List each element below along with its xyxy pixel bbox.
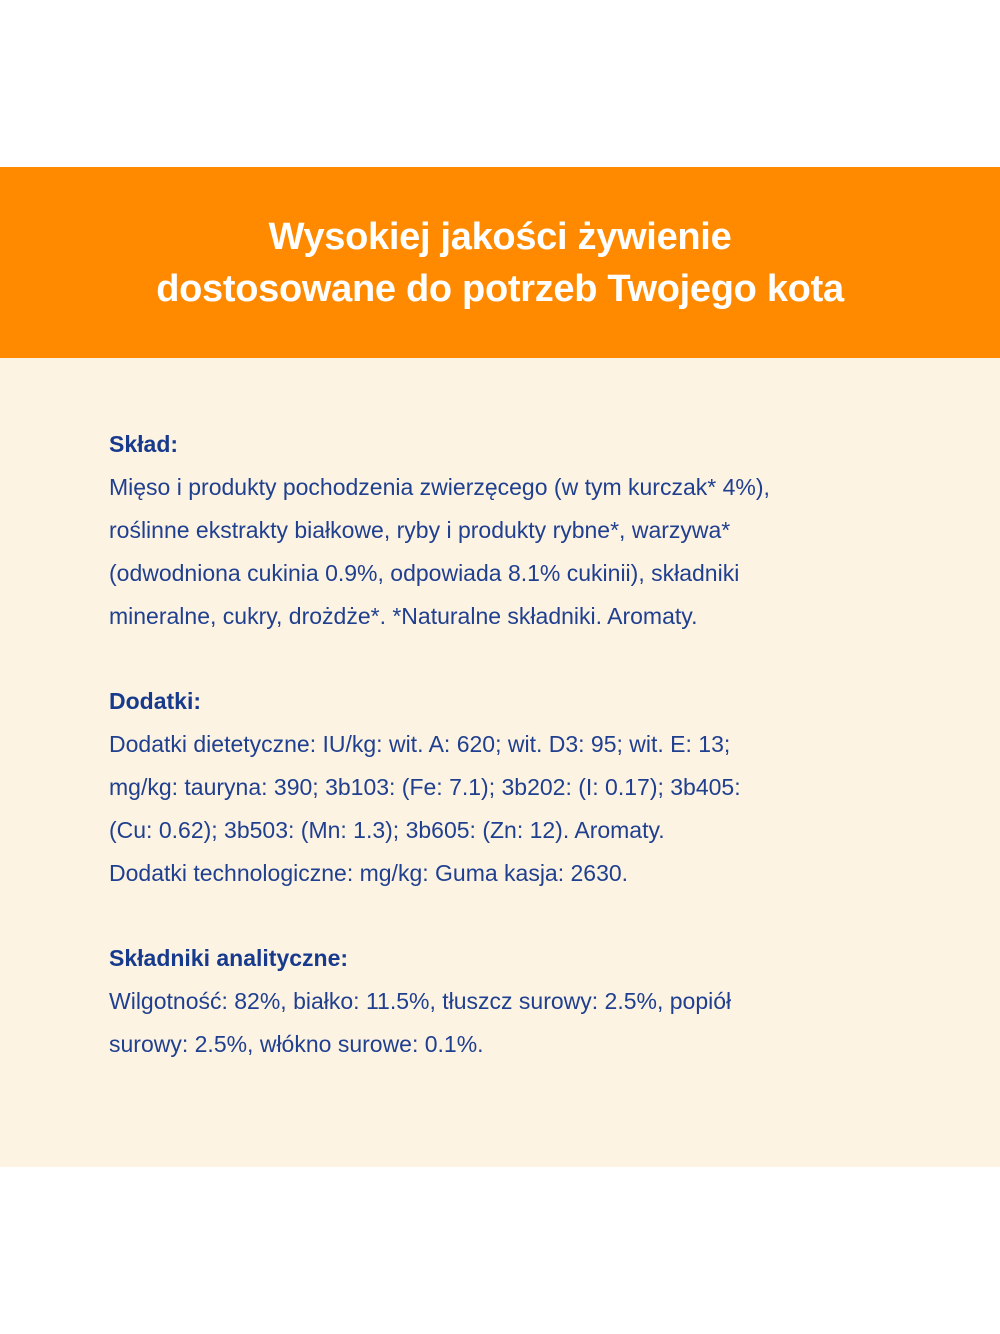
analytical-constituents-line: surowy: 2.5%, włókno surowe: 0.1%. [109,1031,484,1057]
additives-section [109,679,929,895]
additives-line: Dodatki dietetyczne: IU/kg: wit. A: 620; wit. D3: 95; wit. E: 13; [109,731,731,757]
composition-line: (odwodniona cukinia 0.9%, odpowiada 8.1% cukinii), składniki [109,560,740,586]
composition-line: Mięso i produkty pochodzenia zwierzęcego (w tym kurczak* 4%), [109,474,770,500]
header-title-line-2: dostosowane do potrzeb Twojego kota [156,267,844,310]
ingredients-panel [0,358,1000,1167]
composition-line: mineralne, cukry, drożdże*. *Naturalne składniki. Aromaty. [109,603,698,629]
additives-line: Dodatki technologiczne: mg/kg: Guma kasja: 2630. [109,860,629,886]
additives-line: (Cu: 0.62); 3b503: (Mn: 1.3); 3b605: (Zn: 12). Aromaty. [109,817,665,843]
header-title-line-1: Wysokiej jakości żywienie [268,215,732,258]
additives-heading: Dodatki: [109,688,201,714]
composition-section [109,422,929,638]
composition-heading: Skład: [109,431,179,457]
analytical-constituents-section [109,936,929,1066]
analytical-constituents-heading: Składniki analityczne: [109,945,349,971]
additives-line: mg/kg: tauryna: 390; 3b103: (Fe: 7.1); 3b202: (I: 0.17); 3b405: [109,774,741,800]
analytical-constituents-line: Wilgotność: 82%, białko: 11.5%, tłuszcz surowy: 2.5%, popiół [109,988,732,1014]
composition-line: roślinne ekstrakty białkowe, ryby i produkty rybne*, warzywa* [109,517,731,543]
header-band [0,167,1000,358]
